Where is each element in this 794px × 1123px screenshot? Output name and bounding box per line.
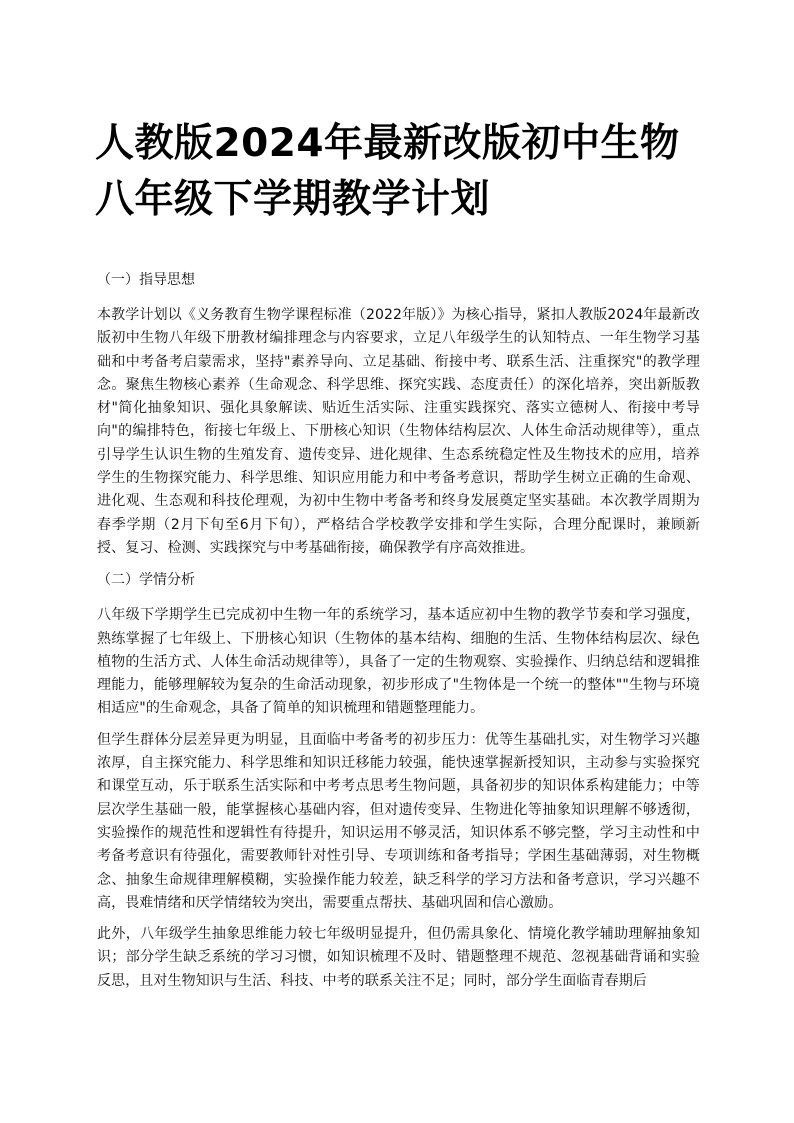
section-heading: （二）学情分析: [97, 572, 195, 589]
paragraph: 此外，八年级学生抽象思维能力较七年级明显提升，但仍需具象化、情境化教学辅助理解抽象知识；部分学生缺乏系统的学习习惯，如知识梳理不及时、错题整理不规范、忽视基础背诵和实验反思，且对生物知识与生活、科技、中考的联系关注不足；同时，部分学生面临青春期后: [97, 926, 700, 989]
section-heading: （一）指导思想: [97, 272, 195, 288]
section-guiding-ideology: [97, 270, 700, 560]
paragraph: 八年级下学期学生已完成初中生物一年的系统学习，基本适应初中生物的教学节奏和学习强度，熟练掌握了七年级上、下册核心知识（生物体的基本结构、细胞的生活、生物体结构层次、绿色植物的生活方式、人体生命活动规律等），具备了一定的生物观察、实验操作、归纳总结和逻辑推理能力，能够理解较为复杂的生命活动现象，初步形成了"生物体是一个统一的整体""生物与环境相适应"的生命观念，具备了简单的知识梳理和错题整理能力。: [97, 607, 700, 717]
document-body: [97, 270, 700, 993]
document-title: 人教版2024年最新改版初中生物八年级下学期教学计划: [95, 121, 680, 222]
paragraph: 本教学计划以《义务教育生物学课程标准（2022年版）》为核心指导，紧扣人教版2024年最新改版初中生物八年级下册教材编排理念与内容要求，立足八年级学生的认知特点、一年生物学习基础和中考备考启蒙需求，坚持"素养导向、立足基础、衔接中考、联系生活、注重探究"的教学理念。聚焦生物核心素养（生命观念、科学思维、探究实践、态度责任）的深化培养，突出新版教材"简化抽象知识、强化具象解读、贴近生活实际、注重实践探究、落实立德树人、衔接中考导向"的编排特色，衔接七年级上、下册核心知识（生物体结构层次、人体生命活动规律等），重点引导学生认识生物的生殖发育、遗传变异、进化规律、生态系统稳定性及生物技术的应用，培养学生的生物探究能力、科学思维、知识应用能力和中考备考意识，帮助学生树立正确的生命观、进化观、生态观和科技伦理观，为初中生物中考备考和终身发展奠定坚实基础。本次教学周期为春季学期（2月下旬至6月下旬），严格结合学校教学安排和学生实际，合理分配课时，兼顾新授、复习、检测、实践探究与中考基础衔接，确保教学有序高效推进。: [97, 307, 700, 556]
section-student-analysis: [97, 570, 700, 993]
paragraph: 但学生群体分层差异更为明显，且面临中考备考的初步压力：优等生基础扎实，对生物学习兴趣浓厚，自主探究能力、科学思维和知识迁移能力较强，能快速掌握新授知识，主动参与实验探究和课堂互动，乐于联系生活实际和中考考点思考生物问题，具备初步的知识体系构建能力；中等层次学生基础一般，能掌握核心基础内容，但对遗传变异、生物进化等抽象知识理解不够透彻，实验操作的规范性和逻辑性有待提升，知识运用不够灵活，知识体系不够完整，学习主动性和中考备考意识有待强化，需要教师针对性引导、专项训练和备考指导；学困生基础薄弱，对生物概念、抽象生命规律理解模糊，实验操作能力较差，缺乏科学的学习方法和备考意识，学习兴趣不高，畏难情绪和厌学情绪较为突出，需要重点帮扶、基础巩固和信心激励。: [97, 731, 700, 911]
